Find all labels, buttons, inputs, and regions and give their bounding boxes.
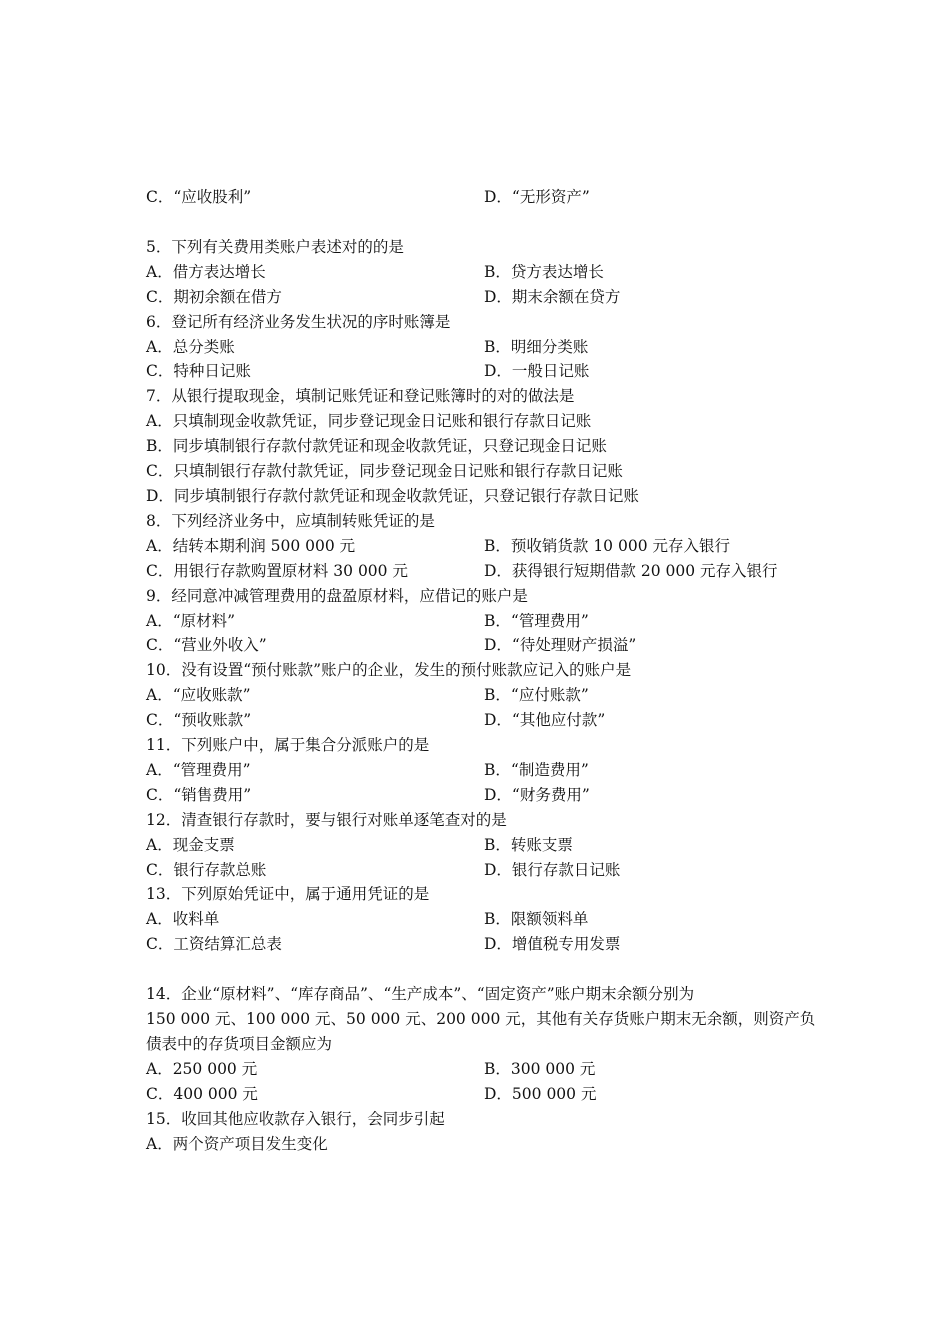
option-c: C．“销售费用” bbox=[146, 785, 252, 804]
question-stem: 11．下列账户中，属于集合分派账户的是 bbox=[146, 736, 430, 755]
question-stem: 13．下列原始凭证中，属于通用凭证的是 bbox=[146, 885, 430, 904]
option-d: D．“财务费用” bbox=[484, 785, 590, 804]
option-b: B．300 000 元 bbox=[484, 1059, 596, 1078]
option-a: A．250 000 元 bbox=[146, 1059, 258, 1078]
option-row bbox=[146, 335, 811, 360]
option-row bbox=[146, 534, 811, 559]
question-stem: 6．登记所有经济业务发生状况的序时账簿是 bbox=[146, 312, 451, 331]
exam-page bbox=[146, 185, 816, 1157]
option-d: D．“无形资产” bbox=[484, 188, 590, 206]
option-a: A．“应收账款” bbox=[146, 686, 251, 705]
option-c: C．用银行存款购置原材料 30 000 元 bbox=[146, 561, 408, 580]
option-row bbox=[146, 907, 811, 932]
option-row bbox=[146, 1057, 811, 1082]
option-c: C．400 000 元 bbox=[146, 1084, 258, 1103]
option-row bbox=[146, 683, 811, 708]
option-row bbox=[146, 708, 811, 733]
option-c: C．特种日记账 bbox=[146, 362, 251, 381]
option-b: B．转账支票 bbox=[484, 835, 573, 854]
option-a: A．两个资产项目发生变化 bbox=[146, 1134, 328, 1153]
option-b: B．同步填制银行存款付款凭证和现金收款凭证，只登记现金日记账 bbox=[146, 437, 607, 456]
question-stem: 8．下列经济业务中，应填制转账凭证的是 bbox=[146, 511, 435, 530]
option-c: C．“预收账款” bbox=[146, 711, 252, 730]
option-row bbox=[146, 633, 811, 658]
option-d: D．“其他应付款” bbox=[484, 711, 606, 730]
option-row bbox=[146, 559, 811, 584]
option-row bbox=[146, 285, 811, 310]
question-stem: 12．清查银行存款时，要与银行对账单逐笔查对的是 bbox=[146, 810, 507, 829]
option-row bbox=[146, 359, 811, 384]
option-c: C．工资结算汇总表 bbox=[146, 935, 282, 954]
option-c: C．“营业外收入” bbox=[146, 636, 267, 655]
option-c: C．银行存款总账 bbox=[146, 860, 267, 879]
option-c: C．只填制银行存款付款凭证，同步登记现金日记账和银行存款日记账 bbox=[146, 462, 623, 481]
option-d: D．获得银行短期借款 20 000 元存入银行 bbox=[484, 561, 778, 580]
question-stem: 7．从银行提取现金，填制记账凭证和登记账簿时的对的做法是 bbox=[146, 387, 575, 406]
option-a: A．现金支票 bbox=[146, 835, 235, 854]
option-a: A．总分类账 bbox=[146, 337, 235, 356]
spacer bbox=[146, 957, 811, 982]
option-row bbox=[146, 758, 811, 783]
question-stem-line-1: 14．企业“原材料”、“库存商品”、“生产成本”、“固定资产”账户期末余额分别为 bbox=[146, 985, 695, 1004]
option-b: B．贷方表达增长 bbox=[484, 262, 604, 281]
question-stem-line-2: 150 000 元、100 000 元、50 000 元、200 000 元，其他有关存货账户期末无余额，则资产负 bbox=[146, 1010, 816, 1029]
option-b: B．“管理费用” bbox=[484, 611, 589, 630]
question-stem: 15．收回其他应收款存入银行，会同步引起 bbox=[146, 1109, 445, 1128]
question-stem: 5．下列有关费用类账户表述对的的是 bbox=[146, 237, 404, 256]
option-a: A．“原材料” bbox=[146, 611, 236, 630]
option-d: D．500 000 元 bbox=[484, 1084, 597, 1103]
option-b: B．限额领料单 bbox=[484, 910, 589, 929]
option-a: A．借方表达增长 bbox=[146, 262, 266, 281]
option-row bbox=[146, 858, 811, 883]
question-stem: 9．经同意冲减管理费用的盘盈原材料，应借记的账户是 bbox=[146, 586, 528, 605]
option-row bbox=[146, 833, 811, 858]
spacer bbox=[146, 210, 811, 235]
option-c: C．期初余额在借方 bbox=[146, 287, 282, 306]
option-row bbox=[146, 260, 811, 285]
option-row bbox=[146, 609, 811, 634]
option-c: C．“应收股利” bbox=[146, 188, 252, 206]
option-d: D．银行存款日记账 bbox=[484, 860, 621, 879]
option-d: D．增值税专用发票 bbox=[484, 935, 621, 954]
option-b: B．“应付账款” bbox=[484, 686, 589, 705]
option-d: D．“待处理财产损溢” bbox=[484, 636, 637, 655]
option-b: B．“制造费用” bbox=[484, 760, 589, 779]
option-d: D．同步填制银行存款付款凭证和现金收款凭证，只登记银行存款日记账 bbox=[146, 486, 639, 505]
option-a: A．结转本期利润 500 000 元 bbox=[146, 536, 356, 555]
option-row bbox=[146, 185, 811, 210]
option-b: B．预收销货款 10 000 元存入银行 bbox=[484, 536, 730, 555]
question-stem: 10．没有设置“预付账款”账户的企业，发生的预付账款应记入的账户是 bbox=[146, 661, 632, 680]
option-a: A．收料单 bbox=[146, 910, 220, 929]
option-row bbox=[146, 783, 811, 808]
option-b: B．明细分类账 bbox=[484, 337, 589, 356]
option-a: A．只填制现金收款凭证，同步登记现金日记账和银行存款日记账 bbox=[146, 412, 592, 431]
option-d: D．期末余额在贷方 bbox=[484, 287, 621, 306]
option-d: D．一般日记账 bbox=[484, 362, 590, 381]
option-a: A．“管理费用” bbox=[146, 760, 251, 779]
question-stem-line-3: 债表中的存货项目金额应为 bbox=[146, 1035, 333, 1053]
option-row bbox=[146, 1082, 811, 1107]
option-row bbox=[146, 932, 811, 957]
